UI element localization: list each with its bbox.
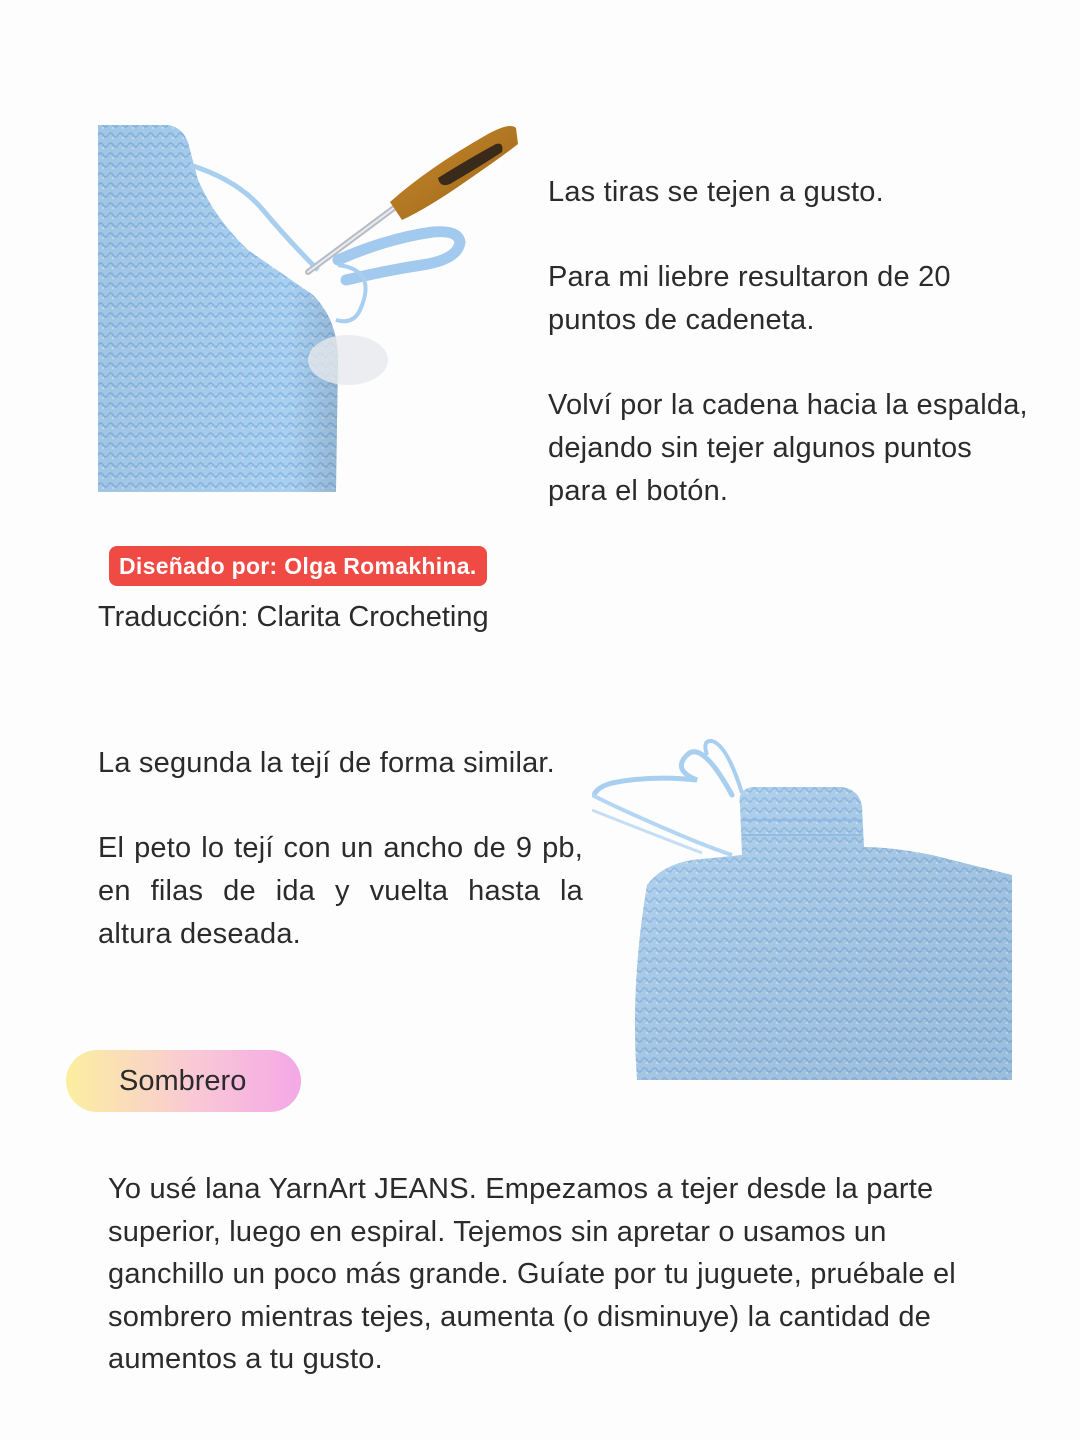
strap-instruction-2: Para mi liebre resultaron de 20 puntos de cadeneta. [548,261,951,336]
strap-instruction-3: Volví por la cadena hacia la espalda, dejando sin tejer algunos puntos para el botón. [548,389,1028,507]
strap-instruction-1: Las tiras se tejen a gusto. [548,176,884,208]
section-title: Sombrero [119,1065,247,1097]
crochet-photo-icon [98,120,518,493]
section-heading-hat [66,1050,301,1112]
hat-instruction: Yo usé lana YarnArt JEANS. Empezamos a tejer desde la parte superior, luego en espiral. Tejemos sin apretar o usamos un ganchillo un poco más grande. Guíate por tu juguete, pruébale el sombrero mientras tejes, aumenta (o disminuye) la cantidad de aumentos a tu gusto. [108,1173,956,1375]
bib-instructions [98,742,583,956]
hat-instructions [108,1168,968,1381]
translation-credit: Traducción: Clarita Crocheting [98,601,489,633]
bib-instruction-1: La segunda la tejí de forma similar. [98,747,555,779]
bib-instruction-2: El peto lo tejí con un ancho de 9 pb, en filas de ida y vuelta hasta la altura deseada. [98,832,583,950]
bib-photo [592,735,1012,1080]
strap-photo [98,120,518,493]
strap-instructions [548,171,1028,513]
crochet-photo-icon [592,735,1012,1080]
designer-credit-badge: Diseñado por: Olga Romakhina. [109,546,487,586]
